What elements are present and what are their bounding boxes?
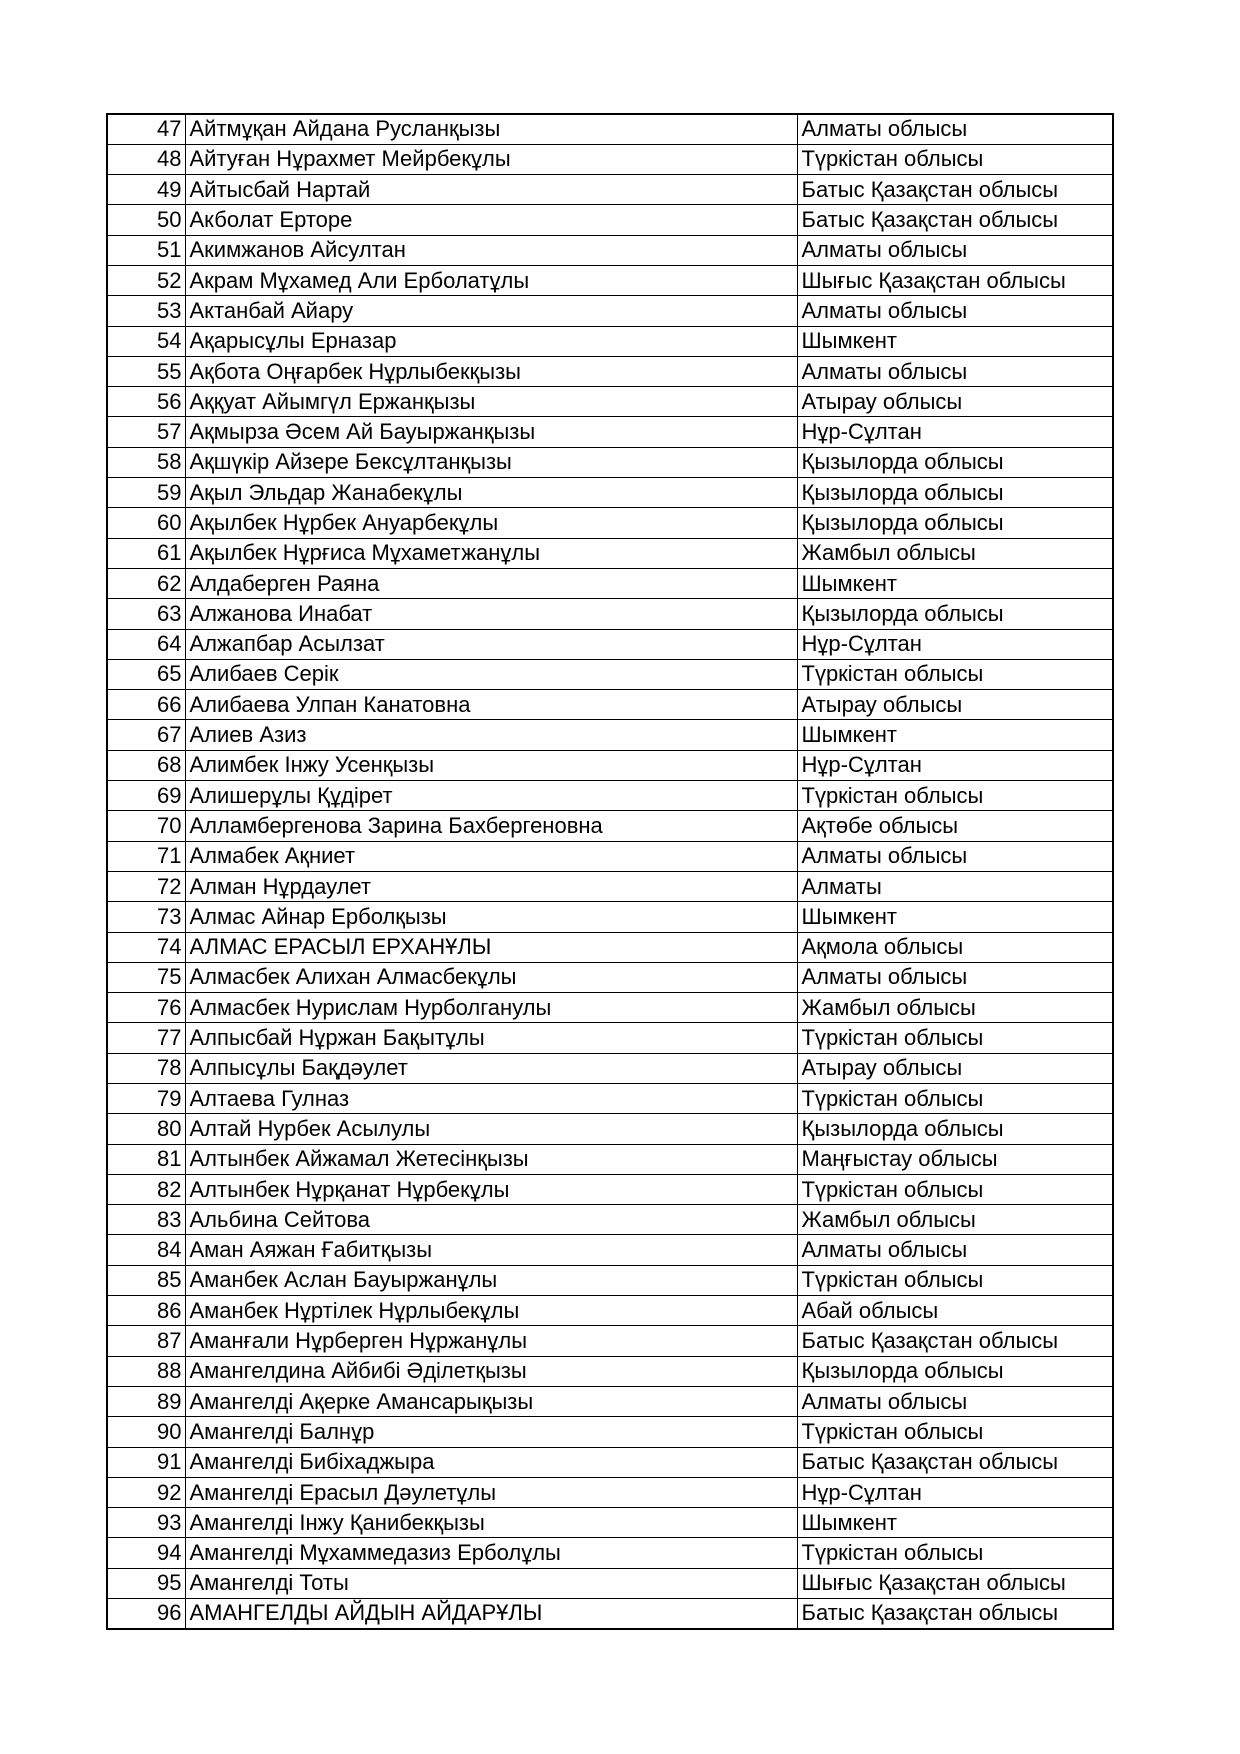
row-number-cell: 84 [107,1235,185,1265]
row-number-cell: 75 [107,962,185,992]
participant-name-cell: Ақшүкір Айзере Бексұлтанқызы [185,447,797,477]
participant-name-cell: Акрам Мұхамед Али Ерболатұлы [185,265,797,295]
region-cell: Түркістан облысы [797,1084,1113,1114]
row-number-cell: 48 [107,144,185,174]
row-number-cell: 92 [107,1477,185,1507]
participant-name-cell: Аманбек Нұртілек Нұрлыбекұлы [185,1296,797,1326]
region-cell: Нұр-Сұлтан [797,629,1113,659]
region-cell: Абай облысы [797,1296,1113,1326]
region-cell: Алматы облысы [797,114,1113,144]
table-row [107,1508,1113,1538]
table-row [107,1053,1113,1083]
table-row [107,175,1113,205]
table-row [107,690,1113,720]
region-cell: Алматы облысы [797,356,1113,386]
region-cell: Қызылорда облысы [797,599,1113,629]
participant-name-cell: Амангелді Тоты [185,1568,797,1598]
region-cell: Шығыс Қазақстан облысы [797,265,1113,295]
table-row [107,629,1113,659]
row-number-cell: 88 [107,1356,185,1386]
participant-name-cell: Айтуған Нұрахмет Мейрбекұлы [185,144,797,174]
region-cell: Алматы [797,871,1113,901]
row-number-cell: 83 [107,1205,185,1235]
table-row [107,1477,1113,1507]
table-row [107,871,1113,901]
table-row [107,568,1113,598]
table-row [107,1326,1113,1356]
table-row [107,296,1113,326]
participant-name-cell: Алдаберген Раяна [185,568,797,598]
region-cell: Түркістан облысы [797,1417,1113,1447]
region-cell: Түркістан облысы [797,144,1113,174]
region-cell: Қызылорда облысы [797,1114,1113,1144]
row-number-cell: 85 [107,1265,185,1295]
region-cell: Маңғыстау облысы [797,1144,1113,1174]
participant-name-cell: Аманбек Аслан Бауыржанұлы [185,1265,797,1295]
row-number-cell: 70 [107,811,185,841]
table-row [107,205,1113,235]
table-row [107,841,1113,871]
table-row [107,902,1113,932]
table-row [107,1356,1113,1386]
region-cell: Қызылорда облысы [797,508,1113,538]
table-row [107,659,1113,689]
table-row [107,720,1113,750]
row-number-cell: 52 [107,265,185,295]
region-cell: Қызылорда облысы [797,1356,1113,1386]
participant-name-cell: Айтмұқан Айдана Русланқызы [185,114,797,144]
row-number-cell: 58 [107,447,185,477]
table-row [107,599,1113,629]
participant-name-cell: Алимбек Інжу Усенқызы [185,750,797,780]
region-cell: Нұр-Сұлтан [797,417,1113,447]
row-number-cell: 67 [107,720,185,750]
region-cell: Жамбыл облысы [797,538,1113,568]
table-row [107,962,1113,992]
table-row [107,781,1113,811]
participant-name-cell: Ақбота Оңғарбек Нұрлыбекқызы [185,356,797,386]
row-number-cell: 89 [107,1386,185,1416]
table-row [107,538,1113,568]
participant-name-cell: Аққуат Айымгүл Ержанқызы [185,387,797,417]
participant-name-cell: Алламбергенова Зарина Бахбергеновна [185,811,797,841]
participant-name-cell: Алтынбек Айжамал Жетесінқызы [185,1144,797,1174]
region-cell: Алматы облысы [797,1235,1113,1265]
region-cell: Түркістан облысы [797,659,1113,689]
table-row [107,811,1113,841]
region-cell: Алматы облысы [797,841,1113,871]
table-row [107,447,1113,477]
row-number-cell: 57 [107,417,185,447]
row-number-cell: 66 [107,690,185,720]
participant-name-cell: Алпысбай Нұржан Бақытұлы [185,1023,797,1053]
table-row [107,1447,1113,1477]
row-number-cell: 71 [107,841,185,871]
region-cell: Нұр-Сұлтан [797,750,1113,780]
row-number-cell: 65 [107,659,185,689]
region-cell: Батыс Қазақстан облысы [797,205,1113,235]
table-row [107,1114,1113,1144]
region-cell: Түркістан облысы [797,1538,1113,1568]
table-row [107,417,1113,447]
participant-name-cell: Ақмырза Әсем Ай Бауыржанқызы [185,417,797,447]
region-cell: Шымкент [797,568,1113,598]
row-number-cell: 51 [107,235,185,265]
row-number-cell: 79 [107,1084,185,1114]
table-row [107,508,1113,538]
table-row [107,1205,1113,1235]
region-cell: Шығыс Қазақстан облысы [797,1568,1113,1598]
table-row [107,1417,1113,1447]
participant-name-cell: Амангелді Мұхаммедазиз Ерболұлы [185,1538,797,1568]
table-row [107,1235,1113,1265]
region-cell: Батыс Қазақстан облысы [797,1599,1113,1629]
participant-name-cell: Амангелді Бибіхаджыра [185,1447,797,1477]
region-cell: Түркістан облысы [797,1174,1113,1204]
participant-name-cell: Амангелді Інжу Қанибекқызы [185,1508,797,1538]
participant-name-cell: Ақыл Эльдар Жанабекұлы [185,478,797,508]
row-number-cell: 63 [107,599,185,629]
region-cell: Атырау облысы [797,690,1113,720]
table-row [107,1084,1113,1114]
participant-name-cell: Алжанова Инабат [185,599,797,629]
region-cell: Шымкент [797,902,1113,932]
table-row [107,932,1113,962]
row-number-cell: 91 [107,1447,185,1477]
participant-name-cell: Алишерұлы Құдірет [185,781,797,811]
region-cell: Нұр-Сұлтан [797,1477,1113,1507]
region-cell: Алматы облысы [797,962,1113,992]
region-cell: Түркістан облысы [797,781,1113,811]
participant-name-cell: Акимжанов Айсултан [185,235,797,265]
participant-name-cell: АЛМАС ЕРАСЫЛ ЕРХАНҰЛЫ [185,932,797,962]
table-row [107,265,1113,295]
row-number-cell: 49 [107,175,185,205]
row-number-cell: 73 [107,902,185,932]
participant-name-cell: Алтай Нурбек Асылулы [185,1114,797,1144]
table-row [107,1265,1113,1295]
table-row [107,1023,1113,1053]
participant-name-cell: Амангелді Балнұр [185,1417,797,1447]
row-number-cell: 87 [107,1326,185,1356]
participant-name-cell: Амангелді Ақерке Амансарықызы [185,1386,797,1416]
row-number-cell: 56 [107,387,185,417]
participant-name-cell: Алибаев Серік [185,659,797,689]
region-cell: Батыс Қазақстан облысы [797,1447,1113,1477]
participant-name-cell: Алмасбек Алихан Алмасбекұлы [185,962,797,992]
row-number-cell: 82 [107,1174,185,1204]
table-row [107,993,1113,1023]
row-number-cell: 93 [107,1508,185,1538]
table-row [107,1296,1113,1326]
table-row [107,1568,1113,1598]
participant-name-cell: Ақарысұлы Ерназар [185,326,797,356]
region-cell: Атырау облысы [797,1053,1113,1083]
region-cell: Ақмола облысы [797,932,1113,962]
region-cell: Ақтөбе облысы [797,811,1113,841]
table-row [107,387,1113,417]
participant-name-cell: Алпысұлы Бақдәулет [185,1053,797,1083]
participant-name-cell: Акболат Ерторе [185,205,797,235]
table-row [107,1386,1113,1416]
region-cell: Қызылорда облысы [797,447,1113,477]
region-cell: Шымкент [797,1508,1113,1538]
region-cell: Шымкент [797,720,1113,750]
participant-name-cell: Алмасбек Нурислам Нурболганулы [185,993,797,1023]
participant-name-cell: Алтаева Гулназ [185,1084,797,1114]
row-number-cell: 61 [107,538,185,568]
row-number-cell: 54 [107,326,185,356]
participant-name-cell: Алтынбек Нұрқанат Нұрбекұлы [185,1174,797,1204]
region-cell: Түркістан облысы [797,1265,1113,1295]
row-number-cell: 68 [107,750,185,780]
participant-name-cell: Алман Нұрдаулет [185,871,797,901]
table-row [107,356,1113,386]
row-number-cell: 95 [107,1568,185,1598]
region-cell: Шымкент [797,326,1113,356]
row-number-cell: 78 [107,1053,185,1083]
table-row [107,235,1113,265]
table-row [107,1174,1113,1204]
row-number-cell: 59 [107,478,185,508]
row-number-cell: 80 [107,1114,185,1144]
row-number-cell: 94 [107,1538,185,1568]
participant-name-cell: Аман Аяжан Ғабитқызы [185,1235,797,1265]
row-number-cell: 76 [107,993,185,1023]
participant-name-cell: Альбина Сейтова [185,1205,797,1235]
participant-name-cell: Алмас Айнар Ерболқызы [185,902,797,932]
row-number-cell: 47 [107,114,185,144]
participant-name-cell: Алибаева Улпан Канатовна [185,690,797,720]
row-number-cell: 86 [107,1296,185,1326]
table-row [107,114,1113,144]
row-number-cell: 50 [107,205,185,235]
region-cell: Алматы облысы [797,1386,1113,1416]
participant-table [106,113,1114,1630]
row-number-cell: 81 [107,1144,185,1174]
participant-name-cell: Айтысбай Нартай [185,175,797,205]
participant-name-cell: Амангелді Ерасыл Дәулетұлы [185,1477,797,1507]
row-number-cell: 77 [107,1023,185,1053]
row-number-cell: 53 [107,296,185,326]
participant-name-cell: Аманғали Нұрберген Нұржанұлы [185,1326,797,1356]
row-number-cell: 72 [107,871,185,901]
row-number-cell: 55 [107,356,185,386]
region-cell: Түркістан облысы [797,1023,1113,1053]
row-number-cell: 60 [107,508,185,538]
table-row [107,750,1113,780]
table-row [107,1599,1113,1629]
participant-table-body [107,114,1113,1629]
region-cell: Қызылорда облысы [797,478,1113,508]
participant-name-cell: АМАНГЕЛДЫ АЙДЫН АЙДАРҰЛЫ [185,1599,797,1629]
participant-name-cell: Актанбай Айару [185,296,797,326]
row-number-cell: 62 [107,568,185,598]
participant-name-cell: Амангелдина Айбибі Әділетқызы [185,1356,797,1386]
participant-name-cell: Алмабек Ақниет [185,841,797,871]
region-cell: Алматы облысы [797,296,1113,326]
participant-name-cell: Ақылбек Нұрбек Ануарбекұлы [185,508,797,538]
region-cell: Батыс Қазақстан облысы [797,1326,1113,1356]
region-cell: Жамбыл облысы [797,1205,1113,1235]
table-row [107,478,1113,508]
region-cell: Атырау облысы [797,387,1113,417]
region-cell: Батыс Қазақстан облысы [797,175,1113,205]
row-number-cell: 96 [107,1599,185,1629]
participant-name-cell: Алжапбар Асылзат [185,629,797,659]
participant-name-cell: Алиев Азиз [185,720,797,750]
table-row [107,1144,1113,1174]
table-row [107,1538,1113,1568]
row-number-cell: 74 [107,932,185,962]
region-cell: Алматы облысы [797,235,1113,265]
table-row [107,144,1113,174]
region-cell: Жамбыл облысы [797,993,1113,1023]
row-number-cell: 90 [107,1417,185,1447]
row-number-cell: 64 [107,629,185,659]
row-number-cell: 69 [107,781,185,811]
table-row [107,326,1113,356]
participant-name-cell: Ақылбек Нұрғиса Мұхаметжанұлы [185,538,797,568]
